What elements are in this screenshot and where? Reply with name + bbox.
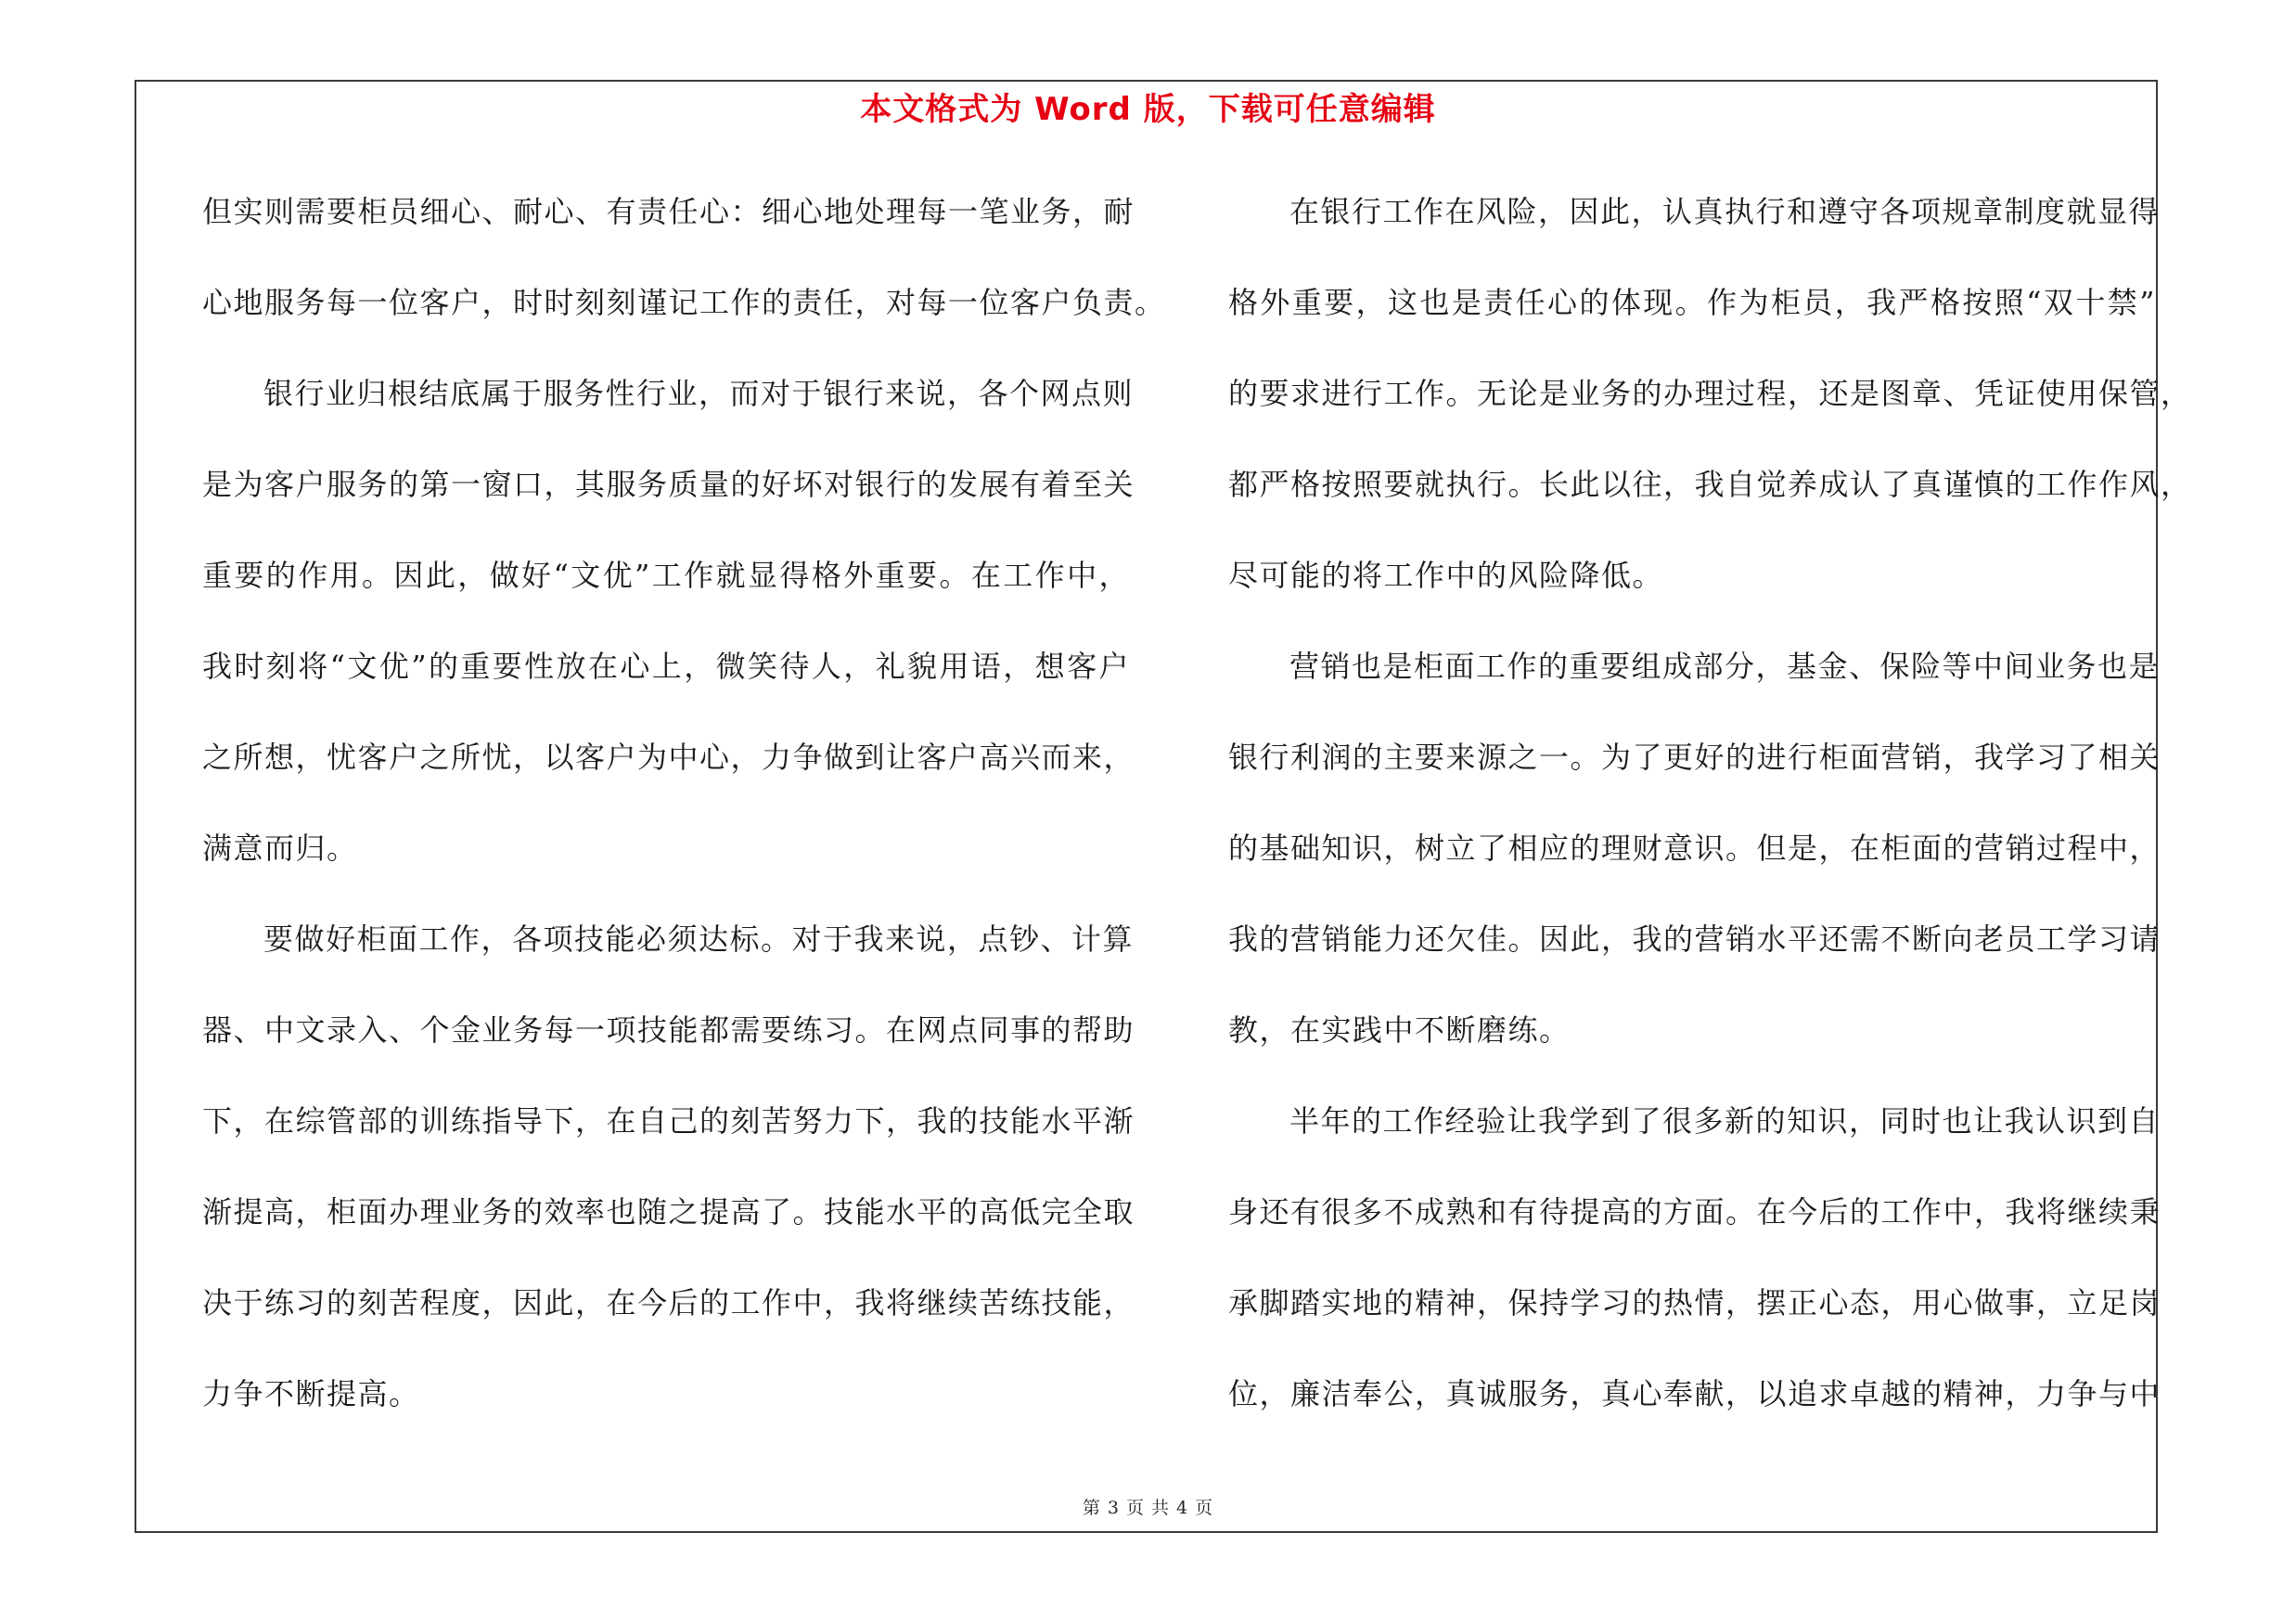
text-line: 银行业归根结底属于服务性行业，而对于银行来说，各个网点则	[263, 376, 1135, 411]
text-line: 力争不断提高。	[202, 1376, 420, 1411]
text-line: 身还有很多不成熟和有待提高的方面。在今后的工作中，我将继续秉	[1228, 1194, 2161, 1230]
right-text-column	[1228, 186, 2192, 1459]
text-line: 满意而归。	[202, 831, 358, 866]
text-line: 教，在实践中不断磨练。	[1228, 1012, 1571, 1048]
text-line: 承脚踏实地的精神，保持学习的热情，摆正心态，用心做事，立足岗	[1228, 1285, 2161, 1320]
text-line: 重要的作用。因此，做好“文优”工作就显得格外重要。在工作中，	[202, 558, 1130, 593]
text-line: 的基础知识，树立了相应的理财意识。但是，在柜面的营销过程中，	[1228, 831, 2161, 866]
text-line: 决于练习的刻苦程度，因此，在今后的工作中，我将继续苦练技能，	[202, 1285, 1135, 1320]
text-line: 都严格按照要就执行。长此以往，我自觉养成认了真谨慎的工作作风，	[1228, 467, 2192, 502]
text-line: 但实则需要柜员细心、耐心、有责任心：细心地处理每一笔业务，耐	[202, 194, 1135, 229]
text-line: 银行利润的主要来源之一。为了更好的进行柜面营销，我学习了相关	[1228, 740, 2161, 775]
text-line: 格外重要，这也是责任心的体现。作为柜员，我严格按照“双十禁”	[1228, 285, 2156, 320]
text-line: 渐提高，柜面办理业务的效率也随之提高了。技能水平的高低完全取	[202, 1194, 1135, 1230]
text-line: 在银行工作在风险，因此，认真执行和遵守各项规章制度就显得	[1289, 194, 2161, 229]
page-number-footer: 第 3 页 共 4 页	[1082, 1498, 1214, 1518]
text-line: 我时刻将“文优”的重要性放在心上，微笑待人，礼貌用语，想客户	[202, 649, 1130, 684]
text-line: 半年的工作经验让我学到了很多新的知识，同时也让我认识到自	[1289, 1103, 2161, 1139]
format-banner: 本文格式为 Word 版，下载可任意编辑	[860, 91, 1436, 128]
text-line: 之所想，忧客户之所忧，以客户为中心，力争做到让客户高兴而来，	[202, 740, 1135, 775]
text-line: 的要求进行工作。无论是业务的办理过程，还是图章、凭证使用保管，	[1228, 376, 2192, 411]
text-line: 尽可能的将工作中的风险降低。	[1228, 558, 1664, 593]
text-line: 下，在综管部的训练指导下，在自己的刻苦努力下，我的技能水平渐	[202, 1103, 1135, 1139]
text-line: 心地服务每一位客户，时时刻刻谨记工作的责任，对每一位客户负责。	[202, 285, 1166, 320]
text-line: 器、中文录入、个金业务每一项技能都需要练习。在网点同事的帮助	[202, 1012, 1135, 1048]
text-line: 营销也是柜面工作的重要组成部分，基金、保险等中间业务也是	[1289, 649, 2161, 684]
text-line: 位，廉洁奉公，真诚服务，真心奉献，以追求卓越的精神，力争与中	[1228, 1376, 2161, 1411]
text-line: 是为客户服务的第一窗口，其服务质量的好坏对银行的发展有着至关	[202, 467, 1135, 502]
text-line: 要做好柜面工作，各项技能必须达标。对于我来说，点钞、计算	[263, 921, 1135, 957]
left-text-column	[202, 186, 1166, 1459]
text-line: 我的营销能力还欠佳。因此，我的营销水平还需不断向老员工学习请	[1228, 921, 2161, 957]
